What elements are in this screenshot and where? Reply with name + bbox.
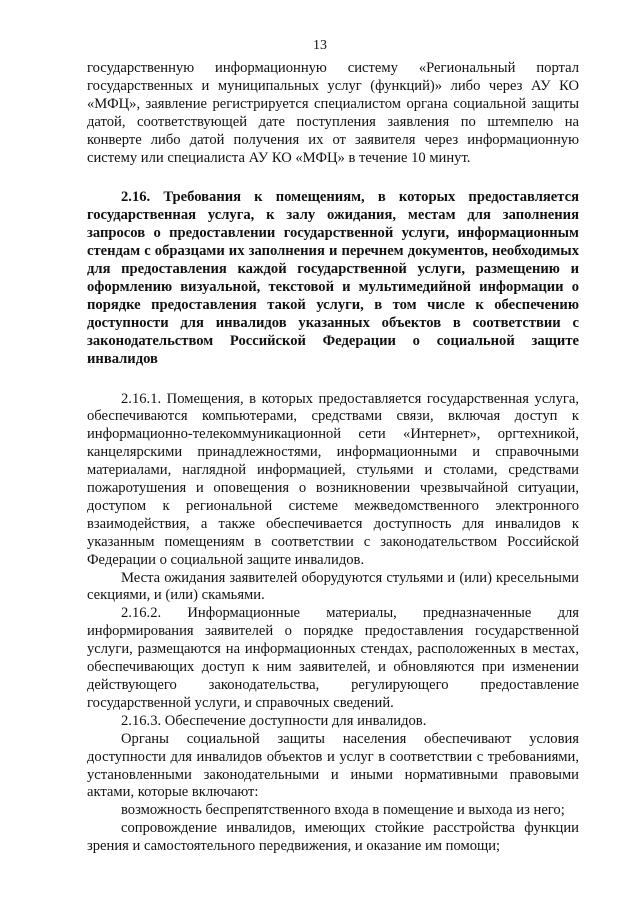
paragraph-2-16-3: 2.16.3. Обеспечение доступности для инвалидов. (121, 712, 427, 729)
paragraph-2-16-1: 2.16.1. Помещения, в которых предоставляется государственная услуга, обеспечиваются компьютерами, средствами связи, включая доступ к информационно-телекоммуникационной сети «Интернет», оргтехникой, канцелярскими принадлежностями, информационными и справочными материалами, наглядной информацией, стульями и столами, средствами пожаротушения и оповещения о возникновении чрезвычайной ситуации, доступом к региональной системе межведомственного электронного взаимодействия, а также обеспечивается доступность для инвалидов к указанным помещениям в соответствии с законодательством Российской Федерации о социальной защите инвалидов. (87, 390, 579, 568)
paragraph-waiting-places: Места ожидания заявителей оборудуются стульями и (или) кресельными секциями, и (или) скамьями. (87, 569, 579, 604)
paragraph-accessibility-conditions: Органы социальной защиты населения обеспечивают условия доступности для инвалидов объектов и услуг в соответствии с требованиями, установленными законодательными и иными нормативными правовыми актами, которые включают: (87, 730, 579, 801)
paragraph-2-16-2: 2.16.2. Информационные материалы, предназначенные для информирования заявителей о порядке предоставления государственной услуги, размещаются на информационных стендах, расположенных в местах, обеспечивающих доступ к ним заявителей, и обновляются при изменении действующего законодательства, регулирующего предоставление государственной услуги, и справочных сведений. (87, 605, 579, 711)
list-item-escort: сопровождение инвалидов, имеющих стойкие расстройства функции зрения и самостоятельного передвижения, и оказание им помощи; (87, 820, 579, 855)
paragraph-intro: государственную информационную систему «Региональный портал государственных и муниципальных услуг (функций)» либо через АУ КО «МФЦ», заявление регистрируется специалистом органа социальной защиты датой, соответствующей дате поступления заявления по штемпелю на конверте либо датой получения их от заявителя через информационную систему или специалиста АУ КО «МФЦ» в течение 10 минут. (87, 60, 579, 166)
page-number: 13 (313, 38, 327, 53)
list-item-entry-exit: возможность беспрепятственного входа в помещение и выхода из него; (121, 802, 565, 819)
document-body (87, 60, 579, 856)
section-heading-2-16: 2.16. Требования к помещениям, в которых предоставляется государственная услуга, к залу ожидания, местам для заполнения запросов о предоставлении государственной услуги, информационным стендам с образцами их заполнения и перечнем документов, необходимых для предоставления каждой государственной услуги, размещению и оформлению визуальной, текстовой и мультимедийной информации о порядке предоставления такой услуги, в том числе к обеспечению доступности для инвалидов указанных объектов в соответствии с законодательством Российской Федерации о социальной защите инвалидов (87, 189, 579, 367)
